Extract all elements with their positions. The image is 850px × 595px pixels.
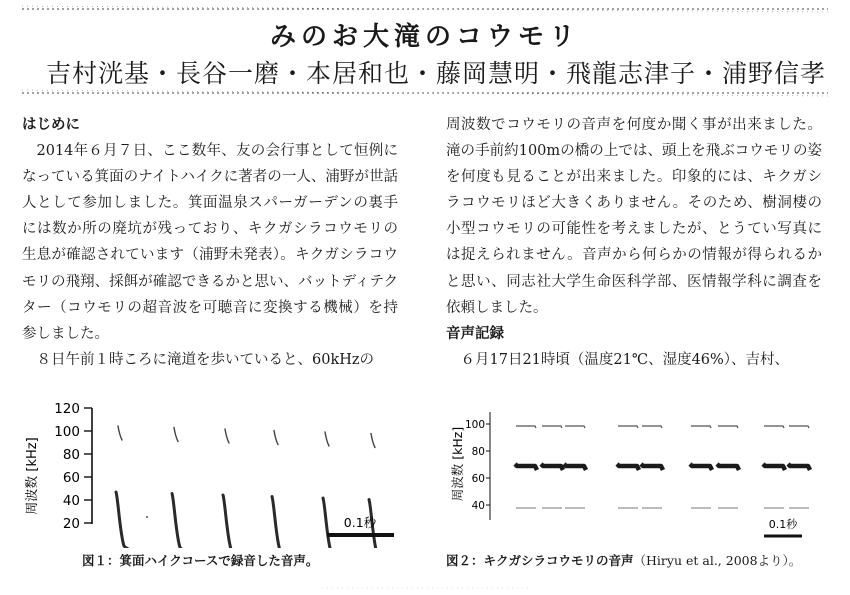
figure-1-spectrogram (22, 396, 412, 548)
fig1-call (172, 428, 204, 549)
fig1-call (223, 429, 255, 548)
article-title: みのお大滝のコウモリ (269, 22, 580, 52)
fig1-call-main (223, 495, 255, 548)
fig2-scale-label: 0.1秒 (768, 518, 798, 531)
right-text-column (446, 112, 822, 373)
fig1-call (272, 431, 304, 549)
figure-2-spectrogram (446, 396, 836, 548)
fig2-call-main (541, 464, 563, 470)
fig1-tick-label: 100 (54, 424, 80, 440)
fig2-call (617, 426, 639, 508)
fig2-call-harmonic-high (764, 426, 784, 428)
fig2-call-harmonic-high (565, 426, 585, 428)
fig2-call-main (763, 464, 785, 470)
fig1-tick-label: 20 (62, 516, 80, 532)
fig2-call-main (515, 464, 537, 470)
fig2-call (515, 426, 537, 508)
fig2-call-harmonic-high (642, 426, 662, 428)
fig2-ylabel: 周波数 [kHz] (450, 426, 465, 502)
fig2-tick-label: 100 (464, 419, 485, 431)
fig2-call-main (788, 464, 810, 470)
fig1-tick-label: 60 (62, 470, 80, 486)
recording-paragraph-1: ６月17日21時頃（温度21℃、湿度46%）、吉村、 (460, 351, 790, 368)
header-decorative-border (22, 88, 828, 98)
fig2-call-main (690, 464, 712, 470)
top-decorative-border (22, 4, 828, 14)
fig2-call-harmonic-high (516, 426, 536, 428)
fig2-call-harmonic-high (618, 426, 638, 428)
fig2-call (641, 426, 663, 508)
fig1-call-harmonic (118, 426, 122, 440)
fig2-call-harmonic-high (718, 426, 738, 428)
fig2-call-main (641, 464, 663, 470)
fig1-scale-label: 0.1秒 (343, 515, 377, 530)
intro-paragraph-2: ８日午前１時ころに滝道を歩いていると、60kHzの (36, 351, 375, 368)
fig1-call-harmonic (225, 429, 229, 443)
fig1-call-main (172, 494, 204, 549)
fig2-y-ticks (465, 419, 490, 512)
fig1-call-main (272, 497, 304, 549)
fig1-caption-text: 図１：箕面ハイクコースで録音した音声。 (82, 553, 319, 568)
fig2-call-main (564, 464, 586, 470)
fig1-noise-dot (146, 516, 148, 518)
fig2-caption-text: 図２：キクガシラコウモリの音声 (446, 553, 634, 568)
fig2-call (690, 426, 712, 508)
author-list: 吉村洸基・長谷一磨・本居和也・藤岡慧明・飛龍志津子・浦野信孝 (45, 59, 826, 88)
fig2-call (541, 426, 563, 508)
fig2-caption-source: （Hiryu et al., 2008より）。 (633, 553, 802, 568)
fig2-call-main (717, 464, 739, 470)
intro-paragraph-continued: 周波数でコウモリの音声を何度か聞く事が出来ました。滝の手前約100mの橋の上では、頭上を飛ぶコウモリの姿を何度も見ることが出来ました。印象的には、キクガシラコウモリほど大きくありません。そのため、樹洞棲の小型コウモリの可能性を考えましたが、とうてい写真には捉えられません。音声から何らかの情報が得られるかと思い、同志社大学生命医科学部、医情報学科に調査を依頼しました。 (446, 117, 822, 316)
fig1-ylabel: 周波数 [kHz] (25, 437, 40, 515)
section-heading-intro: はじめに (22, 117, 80, 133)
fig1-call-harmonic (371, 434, 375, 448)
fig2-tick-label: 80 (471, 446, 485, 458)
figure-1-caption (82, 551, 318, 569)
fig1-call (323, 432, 355, 548)
left-text-column (22, 112, 398, 373)
fig1-call-harmonic (325, 432, 329, 446)
fig2-tick-label: 60 (471, 473, 485, 485)
fig2-call-harmonic-high (691, 426, 711, 428)
fig1-call-harmonic (174, 428, 178, 442)
fig1-tick-label: 80 (62, 447, 80, 463)
figure-2-caption (446, 551, 801, 569)
fig1-y-ticks (54, 401, 92, 532)
fig1-call-harmonic (274, 431, 278, 445)
fig2-tick-label: 40 (471, 500, 485, 512)
fig1-call (116, 426, 148, 548)
fig1-tick-label: 40 (62, 493, 80, 509)
fig2-call (763, 426, 785, 508)
intro-paragraph-1: 2014年６月７日、ここ数年、友の会行事として恒例になっている箕面のナイトハイクに著者の一人、浦野が世話人として参加しました。箕面温泉スパーガーデンの裏手には数か所の廃坑が残っており、キクガシラコウモリの生息が確認されています（浦野未発表）。キクガシラコウモリの飛翔、採餌が確認できるかと思い、バットディテクター（コウモリの超音波を可聴音に変換する機械）を持参しました。 (22, 143, 398, 342)
fig2-call-main (617, 464, 639, 470)
fig1-call (369, 434, 401, 549)
section-heading-recording: 音声記録 (446, 325, 504, 342)
fig2-calls (515, 426, 810, 508)
fig2-call-harmonic-high (789, 426, 809, 428)
fig2-call (788, 426, 810, 508)
fig1-call-main (116, 492, 148, 548)
fig2-call (564, 426, 586, 508)
fig1-tick-label: 120 (54, 401, 80, 417)
fig2-call-harmonic-high (542, 426, 562, 428)
fig2-call (717, 426, 739, 508)
bottom-decorative-border (22, 583, 828, 593)
